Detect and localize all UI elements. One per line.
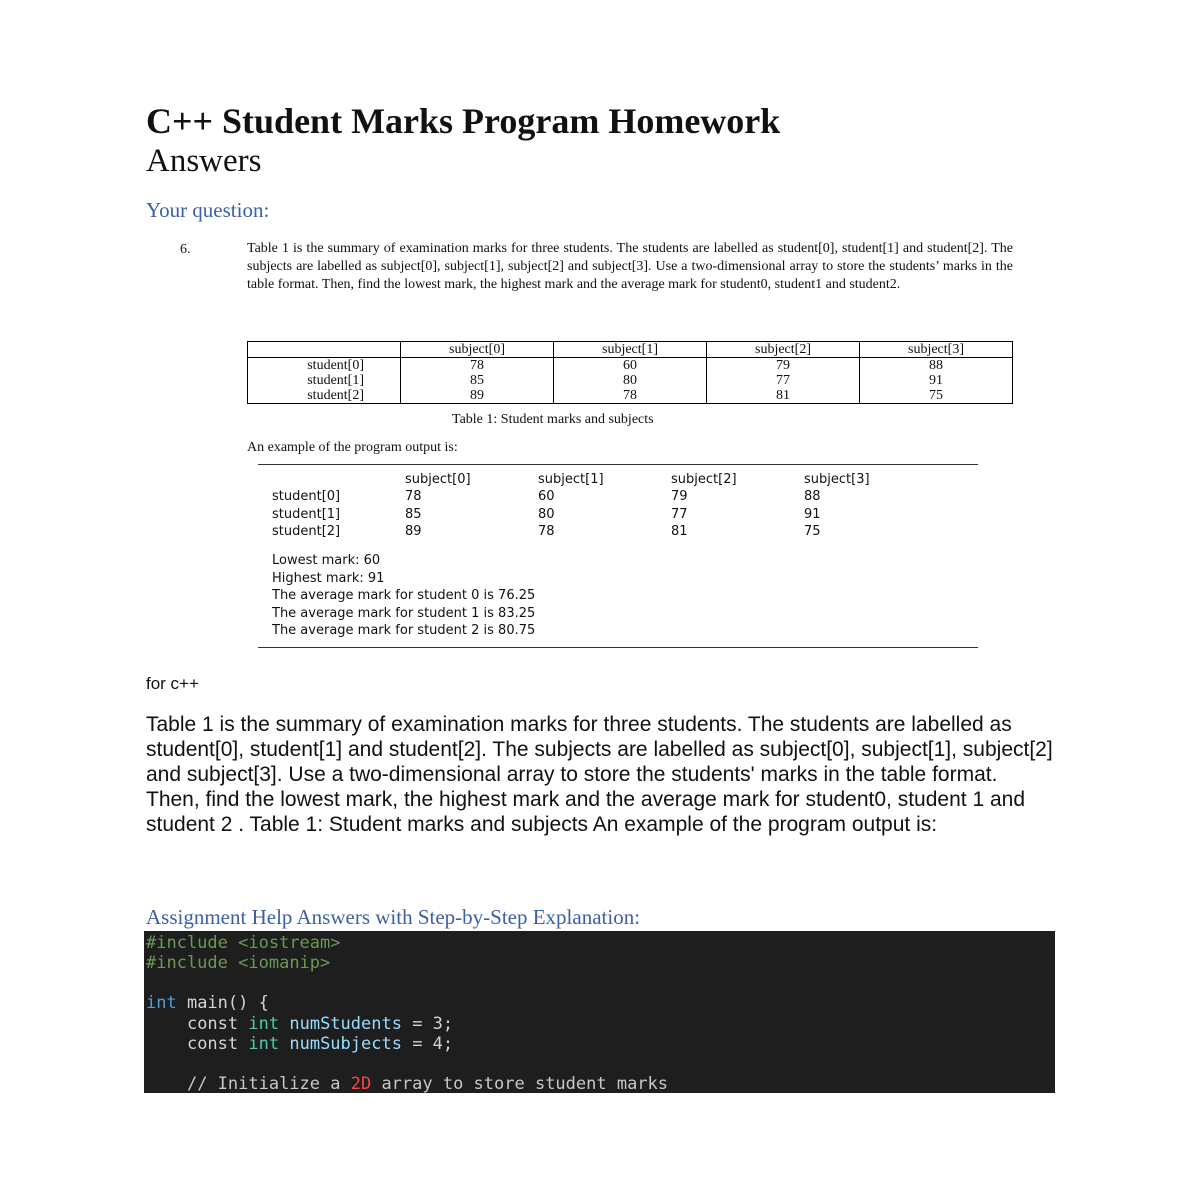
table-header-cell: subject[1] <box>554 342 707 358</box>
output-header-cell: subject[3] <box>804 472 870 487</box>
output-header-cell: subject[1] <box>538 472 604 487</box>
table-row-label: student[1] <box>248 373 401 388</box>
output-row-label: student[2] <box>272 524 341 539</box>
output-cell: 75 <box>804 524 821 539</box>
output-line: The average mark for student 0 is 76.25 <box>272 588 536 603</box>
output-cell: 88 <box>804 489 821 504</box>
code-token: = 3; <box>401 1014 454 1034</box>
output-line: The average mark for student 1 is 83.25 <box>272 606 536 621</box>
code-token: numSubjects <box>289 1034 402 1054</box>
code-line <box>146 1034 453 1054</box>
table-row-label: student[0] <box>248 358 401 374</box>
table-cell: 85 <box>401 373 554 388</box>
answer-heading: Assignment Help Answers with Step-by-Step Explanation: <box>146 905 641 929</box>
code-token: #include <box>146 953 228 973</box>
code-token: const <box>186 1014 239 1034</box>
table-cell: 78 <box>554 388 707 404</box>
output-cell: 60 <box>538 489 555 504</box>
table-header-cell: subject[0] <box>401 342 554 358</box>
code-token: main() { <box>176 993 269 1013</box>
code-comment: // Initialize a <box>186 1074 351 1093</box>
output-row-label: student[0] <box>272 489 341 504</box>
output-cell: 89 <box>405 524 422 539</box>
question-number: 6. <box>180 242 191 257</box>
output-row <box>272 523 972 541</box>
table-cell: 88 <box>860 358 1013 374</box>
table-cell: 91 <box>860 373 1013 388</box>
code-token: int <box>248 1014 280 1034</box>
page-title <box>146 100 780 180</box>
code-token: <iomanip> <box>238 953 331 973</box>
table-cell: 89 <box>401 388 554 404</box>
output-line: Lowest mark: 60 <box>272 553 381 568</box>
code-comment: array to store student marks <box>371 1074 669 1093</box>
table-header-cell <box>248 342 401 358</box>
code-comment: 2D <box>350 1074 372 1093</box>
title-line-1: C++ Student Marks Program Homework <box>146 101 781 141</box>
code-line <box>146 933 341 953</box>
output-header-cell: subject[0] <box>405 472 471 487</box>
question-heading: Your question: <box>146 198 270 222</box>
code-token: = 4; <box>401 1034 454 1054</box>
table-cell: 60 <box>554 358 707 374</box>
output-row <box>272 506 972 524</box>
output-row-label: student[1] <box>272 507 341 522</box>
example-label: An example of the program output is: <box>247 440 458 455</box>
output-header-cell: subject[2] <box>671 472 737 487</box>
table-cell: 77 <box>707 373 860 388</box>
code-line <box>146 1014 453 1034</box>
language-note: for c++ <box>146 674 199 693</box>
output-cell: 77 <box>671 507 688 522</box>
output-line: Highest mark: 91 <box>272 571 385 586</box>
table-row <box>248 358 1013 374</box>
table-cell: 81 <box>707 388 860 404</box>
output-cell: 81 <box>671 524 688 539</box>
table-caption: Table 1: Student marks and subjects <box>452 412 654 427</box>
table-cell: 78 <box>401 358 554 374</box>
code-line <box>146 953 330 973</box>
code-line <box>146 993 269 1013</box>
output-cell: 80 <box>538 507 555 522</box>
table-header-cell: subject[2] <box>707 342 860 358</box>
code-token: int <box>248 1034 280 1054</box>
output-cell: 78 <box>405 489 422 504</box>
table-row <box>248 388 1013 404</box>
question-text: Table 1 is the summary of examination marks for three students. The students are labelled as student[0], student[1] and student[2]. The subjects are labelled as subject[0], subject[1], subject[2] and subject[3]. Use a two-dimensional array to store the students’ marks in the table format. Then, find the lowest mark, the highest mark and the average mark for student0, student1 and student2. <box>247 241 1013 292</box>
table-header-cell: subject[3] <box>860 342 1013 358</box>
table-cell: 75 <box>860 388 1013 404</box>
title-line-2: Answers <box>146 143 262 179</box>
output-cell: 91 <box>804 507 821 522</box>
program-output-example <box>258 464 978 648</box>
code-token: const <box>186 1034 239 1054</box>
table-row <box>248 373 1013 388</box>
code-token: #include <box>146 933 228 953</box>
table-header-row <box>248 342 1013 358</box>
code-block <box>144 931 1055 1093</box>
output-line: The average mark for student 2 is 80.75 <box>272 623 536 638</box>
output-row <box>272 488 972 506</box>
output-cell: 85 <box>405 507 422 522</box>
output-header-row <box>272 471 972 489</box>
output-cell: 78 <box>538 524 555 539</box>
table-cell: 80 <box>554 373 707 388</box>
code-token: <iostream> <box>238 933 341 953</box>
table-row-label: student[2] <box>248 388 401 404</box>
code-line <box>146 1074 668 1093</box>
code-token: int <box>146 993 177 1013</box>
output-cell: 79 <box>671 489 688 504</box>
question-body-text: Table 1 is the summary of examination marks for three students. The students are labelled as student[0], student[1] and student[2]. The subjects are labelled as subject[0], subject[1], subject[2] and subject[3]. Use a two-dimensional array to store the students' marks in the table format. Then, find the lowest mark, the highest mark and the average mark for student0, student 1 and student 2 . Table 1: Student marks and subjects An example of the program output is: <box>146 713 1053 836</box>
marks-table <box>247 341 1013 404</box>
table-cell: 79 <box>707 358 860 374</box>
code-token: numStudents <box>289 1014 402 1034</box>
